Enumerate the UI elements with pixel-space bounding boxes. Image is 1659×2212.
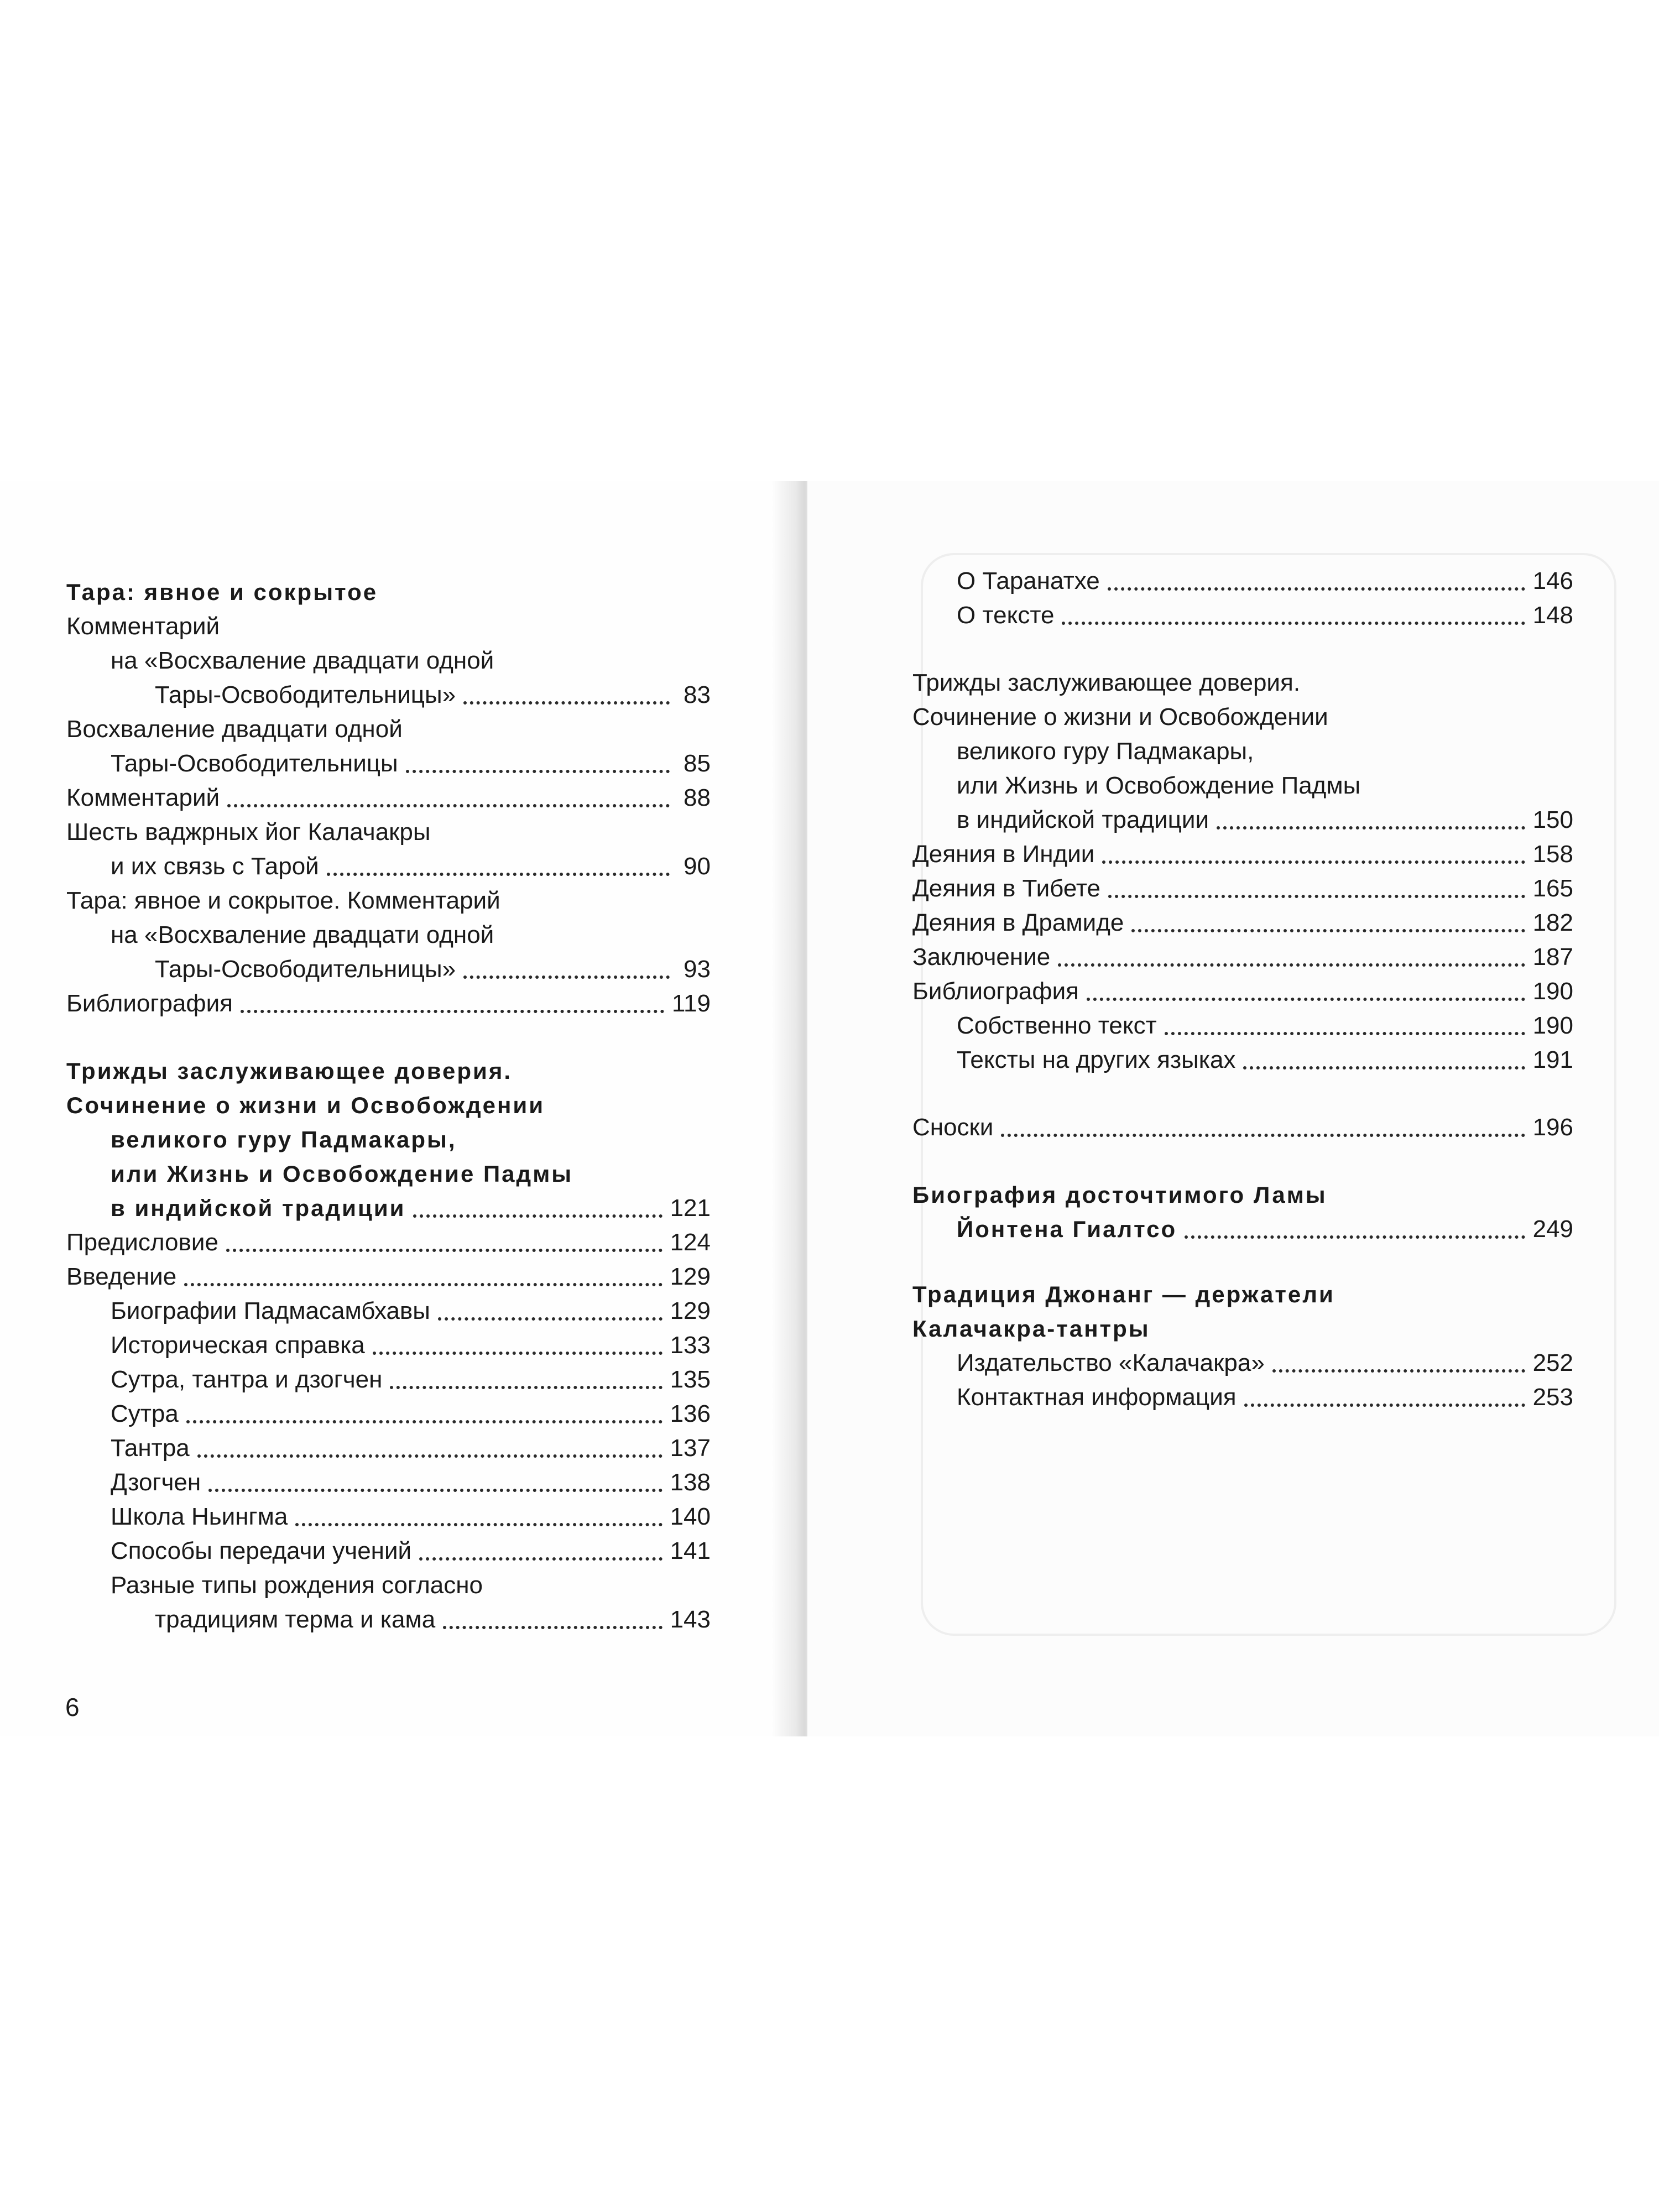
dot-leader — [1243, 1066, 1525, 1070]
toc-entry — [66, 1294, 711, 1328]
dot-leader — [1087, 998, 1525, 1001]
toc-page-number: 140 — [670, 1503, 711, 1530]
toc-entry — [912, 803, 1573, 837]
section-subtitle-line: великого гуру Падмакары, — [957, 738, 1254, 765]
toc-entry-text: Разные типы рождения согласно — [111, 1572, 483, 1599]
toc-page-number: 129 — [670, 1297, 711, 1324]
toc-entry — [912, 906, 1573, 940]
toc-page-number: 190 — [1532, 1012, 1573, 1039]
section-title: Тара: явное и сокрытое — [66, 579, 378, 605]
toc-entry-text: и их связь с Тарой — [111, 853, 319, 880]
toc-entry — [66, 747, 711, 781]
toc-page-number: 88 — [684, 784, 711, 811]
toc-entry — [66, 952, 711, 987]
toc-page-number: 249 — [1532, 1215, 1573, 1243]
dot-leader — [390, 1386, 662, 1389]
dot-leader — [373, 1352, 662, 1355]
toc-entry — [912, 1380, 1573, 1415]
section-title-line: Калачакра-тантры — [912, 1316, 1150, 1342]
toc-page-number: 196 — [1532, 1114, 1573, 1141]
toc-entry-text: Дзогчен — [111, 1469, 201, 1496]
right-table-of-contents — [912, 564, 1573, 1415]
dot-leader — [443, 1626, 662, 1629]
section-title: Трижды заслуживающее доверия. — [66, 1058, 513, 1084]
toc-entry — [66, 1534, 711, 1568]
toc-page-number: 191 — [1532, 1046, 1573, 1073]
toc-entry-text: Биографии Падмасамбхавы — [111, 1297, 430, 1324]
toc-entry — [66, 644, 711, 678]
spacer — [912, 1246, 1573, 1277]
dot-leader — [1108, 587, 1525, 591]
dot-leader — [184, 1283, 662, 1286]
section-title: Биография досточтимого Ламы — [912, 1182, 1327, 1208]
toc-entry — [66, 1431, 711, 1465]
toc-entry-text: Йонтена Гиалтсо — [957, 1216, 1177, 1242]
dot-leader — [1108, 895, 1525, 898]
toc-page-number: 129 — [670, 1263, 711, 1290]
toc-entry-text: Предисловие — [66, 1229, 218, 1256]
toc-entry — [66, 1603, 711, 1637]
dot-leader — [1102, 860, 1525, 864]
dot-leader — [1165, 1032, 1525, 1035]
section-title: Трижды заслуживающее доверия. — [912, 669, 1301, 696]
section-subtitle-line: или Жизнь и Освобождение Падмы — [111, 1161, 573, 1187]
section-subtitle-line: Сочинение о жизни и Освобождении — [912, 703, 1328, 731]
toc-entry-text: Издательство «Калачакра» — [957, 1349, 1265, 1376]
toc-page-number: 182 — [1532, 909, 1573, 936]
dot-leader — [1062, 622, 1525, 625]
toc-entry-text: Тары-Освободительницы» — [155, 956, 456, 983]
toc-entry — [912, 1212, 1573, 1246]
toc-entry-text: Библиография — [66, 990, 233, 1017]
toc-entry — [912, 1110, 1573, 1145]
toc-entry-text: Контактная информация — [957, 1384, 1237, 1411]
toc-page-number: 90 — [684, 853, 711, 880]
toc-entry-text: Деяния в Тибете — [912, 875, 1100, 902]
section-subtitle-line: великого гуру Падмакары, — [111, 1126, 457, 1152]
dot-leader — [463, 701, 670, 705]
dot-leader — [406, 770, 670, 773]
dot-leader — [197, 1454, 662, 1458]
toc-entry-text: Школа Ньингма — [111, 1503, 288, 1530]
toc-page-number: 158 — [1532, 841, 1573, 868]
toc-entry-text: Собственно текст — [957, 1012, 1157, 1039]
page-number: 6 — [65, 1693, 80, 1721]
toc-entry-text: Способы передачи учений — [111, 1537, 412, 1564]
toc-entry-text: Тантра — [111, 1434, 190, 1462]
toc-entry — [66, 781, 711, 815]
toc-page-number: 93 — [684, 956, 711, 983]
dot-leader — [1131, 929, 1525, 932]
toc-page-number: 165 — [1532, 875, 1573, 902]
toc-page-number: 253 — [1532, 1384, 1573, 1411]
toc-entry — [66, 1260, 711, 1294]
toc-page-number: 141 — [670, 1537, 711, 1564]
spacer — [912, 633, 1573, 666]
toc-entry — [912, 1043, 1573, 1077]
toc-entry — [66, 918, 711, 952]
toc-page-number: 83 — [684, 681, 711, 708]
toc-entry — [66, 987, 711, 1021]
dot-leader — [186, 1420, 662, 1423]
toc-entry-text: Комментарий — [66, 613, 220, 640]
toc-entry-text: Тексты на других языках — [957, 1046, 1236, 1073]
dot-leader — [208, 1489, 662, 1492]
toc-page-number: 146 — [1532, 567, 1573, 594]
toc-page-number: 121 — [670, 1194, 711, 1222]
toc-entry — [66, 1328, 711, 1363]
dot-leader — [438, 1317, 662, 1321]
toc-entry — [66, 712, 711, 747]
toc-entry-text: Библиография — [912, 978, 1079, 1005]
toc-entry-text: традициям терма и кама — [155, 1606, 436, 1633]
dot-leader — [1217, 826, 1525, 830]
toc-entry-text: О тексте — [957, 602, 1055, 629]
toc-entry-text: Тары-Освободительницы» — [155, 681, 456, 708]
toc-entry — [912, 1009, 1573, 1043]
toc-entry-text: Тары-Освободительницы — [111, 750, 398, 777]
toc-page-number: 135 — [670, 1366, 711, 1393]
toc-entry-text: Деяния в Индии — [912, 841, 1095, 868]
dot-leader — [226, 1249, 662, 1252]
toc-entry-text: Введение — [66, 1263, 177, 1290]
toc-page-number: 143 — [670, 1606, 711, 1633]
toc-page-number: 133 — [670, 1332, 711, 1359]
toc-entry — [912, 1346, 1573, 1380]
toc-entry — [66, 1225, 711, 1260]
toc-entry-text: на «Восхваление двадцати одной — [111, 647, 494, 674]
dot-leader — [227, 804, 670, 807]
dot-leader — [463, 975, 670, 979]
section-title: Традиция Джонанг — держатели — [912, 1281, 1335, 1307]
spacer — [66, 1021, 711, 1054]
toc-entry-text: Шесть ваджрных йог Калачакры — [66, 818, 431, 846]
toc-entry — [912, 940, 1573, 974]
toc-entry-text: в индийской традиции — [957, 806, 1209, 833]
toc-page-number: 190 — [1532, 978, 1573, 1005]
toc-page-number: 252 — [1532, 1349, 1573, 1376]
spacer — [912, 1145, 1573, 1178]
toc-entry-text: Сутра — [111, 1400, 179, 1427]
toc-page-number: 137 — [670, 1434, 711, 1462]
toc-entry — [66, 815, 711, 849]
dot-leader — [413, 1214, 662, 1218]
toc-entry-text: Тара: явное и сокрытое. Комментарий — [66, 887, 500, 914]
toc-entry — [66, 1465, 711, 1500]
toc-entry — [912, 598, 1573, 633]
toc-page-number: 136 — [670, 1400, 711, 1427]
toc-entry-text: О Таранатхе — [957, 567, 1100, 594]
dot-leader — [241, 1010, 664, 1013]
toc-entry — [66, 1500, 711, 1534]
toc-entry-text: Комментарий — [66, 784, 220, 811]
toc-entry — [912, 872, 1573, 906]
toc-entry-text: Заключение — [912, 943, 1051, 971]
dot-leader — [327, 873, 670, 876]
left-table-of-contents — [66, 575, 711, 1637]
toc-entry — [912, 837, 1573, 872]
toc-page-number: 148 — [1532, 602, 1573, 629]
toc-page-number: 124 — [670, 1229, 711, 1256]
section-subtitle-line: Сочинение о жизни и Освобождении — [66, 1092, 545, 1118]
toc-entry — [66, 609, 711, 644]
toc-entry — [912, 564, 1573, 598]
toc-entry-text: Сутра, тантра и дзогчен — [111, 1366, 383, 1393]
toc-entry-text: Сноски — [912, 1114, 994, 1141]
toc-page-number: 150 — [1532, 806, 1573, 833]
dot-leader — [1001, 1134, 1525, 1137]
toc-entry — [66, 849, 711, 884]
toc-entry — [912, 974, 1573, 1009]
dot-leader — [1244, 1404, 1525, 1407]
dot-leader — [295, 1523, 662, 1526]
toc-entry-text: в индийской традиции — [111, 1195, 406, 1221]
toc-entry — [66, 1191, 711, 1225]
toc-entry-text: Восхваление двадцати одной — [66, 716, 403, 743]
dot-leader — [419, 1557, 662, 1561]
spacer — [912, 1077, 1573, 1110]
toc-entry — [66, 1397, 711, 1431]
dot-leader — [1272, 1369, 1525, 1373]
dot-leader — [1058, 963, 1525, 967]
toc-entry — [66, 678, 711, 712]
toc-entry — [66, 1568, 711, 1603]
dot-leader — [1185, 1235, 1525, 1239]
toc-entry-text: Деяния в Драмиде — [912, 909, 1124, 936]
toc-entry-text: на «Восхваление двадцати одной — [111, 921, 494, 948]
toc-entry — [66, 1363, 711, 1397]
toc-entry — [66, 884, 711, 918]
toc-page-number: 138 — [670, 1469, 711, 1496]
toc-page-number: 119 — [671, 990, 711, 1017]
toc-entry-text: Историческая справка — [111, 1332, 365, 1359]
section-subtitle-line: или Жизнь и Освобождение Падмы — [957, 772, 1361, 799]
toc-page-number: 187 — [1532, 943, 1573, 971]
toc-page-number: 85 — [684, 750, 711, 777]
